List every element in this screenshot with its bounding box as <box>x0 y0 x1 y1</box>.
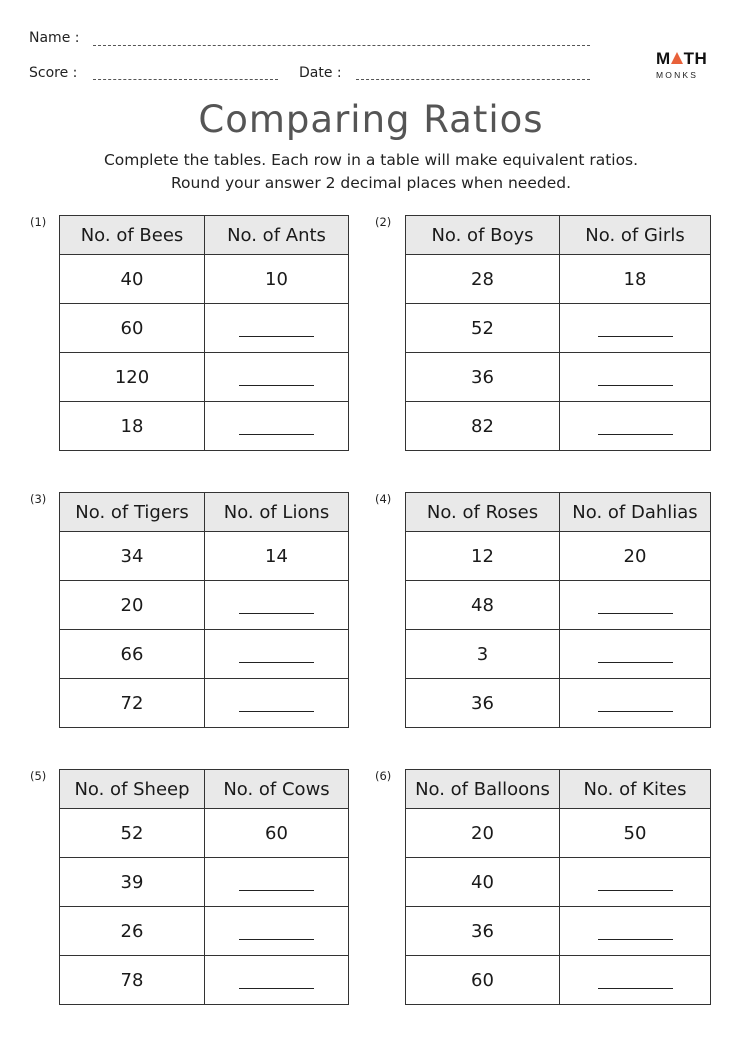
answer-cell[interactable] <box>560 304 711 353</box>
problem-number: (1) <box>30 215 47 229</box>
table-row <box>60 630 349 679</box>
table-row <box>406 353 711 402</box>
table-row <box>60 907 349 956</box>
answer-cell[interactable] <box>205 907 349 956</box>
answer-cell[interactable] <box>560 353 711 402</box>
problem-number: (2) <box>375 215 392 229</box>
answer-cell[interactable] <box>205 581 349 630</box>
column-header: No. of Roses <box>406 493 560 532</box>
value-cell: 50 <box>560 809 711 858</box>
logo-th: TH <box>683 49 708 68</box>
value-cell: 36 <box>406 353 560 402</box>
value-cell: 36 <box>406 907 560 956</box>
table-row <box>60 353 349 402</box>
column-header: No. of Bees <box>60 216 205 255</box>
logo-subtitle: MONKS <box>656 70 699 80</box>
column-header: No. of Lions <box>205 493 349 532</box>
answer-cell[interactable] <box>205 353 349 402</box>
value-cell: 60 <box>205 809 349 858</box>
column-header: No. of Girls <box>560 216 711 255</box>
ratio-table-2 <box>405 215 711 451</box>
answer-cell[interactable] <box>205 956 349 1005</box>
value-cell: 39 <box>60 858 205 907</box>
value-cell: 18 <box>560 255 711 304</box>
value-cell: 72 <box>60 679 205 728</box>
answer-blank[interactable] <box>598 890 673 891</box>
answer-cell[interactable] <box>560 679 711 728</box>
table-row <box>60 304 349 353</box>
problem-number: (4) <box>375 492 392 506</box>
answer-blank[interactable] <box>598 939 673 940</box>
column-header: No. of Kites <box>560 770 711 809</box>
problem-number: (6) <box>375 769 392 783</box>
value-cell: 20 <box>560 532 711 581</box>
ratio-table-3 <box>59 492 349 728</box>
answer-blank[interactable] <box>239 385 314 386</box>
table-row <box>60 581 349 630</box>
score-label: Score : <box>29 65 78 81</box>
answer-blank[interactable] <box>239 939 314 940</box>
answer-cell[interactable] <box>205 630 349 679</box>
value-cell: 26 <box>60 907 205 956</box>
answer-cell[interactable] <box>560 956 711 1005</box>
instruction-line-2: Round your answer 2 decimal places when needed. <box>170 174 571 192</box>
value-cell: 60 <box>406 956 560 1005</box>
column-header: No. of Balloons <box>406 770 560 809</box>
name-label: Name : <box>29 30 80 46</box>
column-header: No. of Dahlias <box>560 493 711 532</box>
answer-blank[interactable] <box>598 613 673 614</box>
problem-number: (5) <box>30 769 47 783</box>
answer-blank[interactable] <box>239 434 314 435</box>
answer-cell[interactable] <box>560 858 711 907</box>
ratio-table-1 <box>59 215 349 451</box>
value-cell: 52 <box>406 304 560 353</box>
value-cell: 82 <box>406 402 560 451</box>
value-cell: 40 <box>406 858 560 907</box>
table-row <box>406 402 711 451</box>
table-row <box>60 532 349 581</box>
answer-cell[interactable] <box>205 304 349 353</box>
answer-blank[interactable] <box>598 988 673 989</box>
value-cell: 10 <box>205 255 349 304</box>
value-cell: 28 <box>406 255 560 304</box>
table-row <box>60 809 349 858</box>
answer-blank[interactable] <box>598 385 673 386</box>
answer-blank[interactable] <box>239 336 314 337</box>
answer-blank[interactable] <box>598 711 673 712</box>
table-row <box>60 679 349 728</box>
table-row <box>406 255 711 304</box>
table-row <box>60 858 349 907</box>
value-cell: 18 <box>60 402 205 451</box>
problem-number: (3) <box>30 492 47 506</box>
answer-cell[interactable] <box>205 858 349 907</box>
value-cell: 40 <box>60 255 205 304</box>
table-row <box>406 809 711 858</box>
table-row <box>406 907 711 956</box>
value-cell: 20 <box>60 581 205 630</box>
table-row <box>406 679 711 728</box>
answer-cell[interactable] <box>560 907 711 956</box>
column-header: No. of Ants <box>205 216 349 255</box>
table-row <box>60 956 349 1005</box>
answer-cell[interactable] <box>560 402 711 451</box>
answer-cell[interactable] <box>205 679 349 728</box>
ratio-table-6 <box>405 769 711 1005</box>
logo-m: M <box>656 49 671 68</box>
ratio-table-5 <box>59 769 349 1005</box>
answer-blank[interactable] <box>239 711 314 712</box>
answer-cell[interactable] <box>205 402 349 451</box>
table-row <box>60 402 349 451</box>
date-field[interactable] <box>356 79 590 80</box>
value-cell: 20 <box>406 809 560 858</box>
column-header: No. of Cows <box>205 770 349 809</box>
math-monks-logo <box>656 50 716 80</box>
answer-blank[interactable] <box>239 988 314 989</box>
page-title: Comparing Ratios <box>198 98 544 141</box>
value-cell: 120 <box>60 353 205 402</box>
value-cell: 14 <box>205 532 349 581</box>
logo-triangle-icon <box>671 52 683 64</box>
instruction-line-1: Complete the tables. Each row in a table will make equivalent ratios. <box>103 151 639 169</box>
value-cell: 36 <box>406 679 560 728</box>
answer-blank[interactable] <box>239 662 314 663</box>
score-field[interactable] <box>93 79 278 80</box>
value-cell: 12 <box>406 532 560 581</box>
table-row <box>60 255 349 304</box>
answer-blank[interactable] <box>239 613 314 614</box>
table-row <box>406 630 711 679</box>
value-cell: 48 <box>406 581 560 630</box>
value-cell: 3 <box>406 630 560 679</box>
table-row <box>406 581 711 630</box>
value-cell: 66 <box>60 630 205 679</box>
table-row <box>406 858 711 907</box>
answer-blank[interactable] <box>239 890 314 891</box>
value-cell: 78 <box>60 956 205 1005</box>
answer-cell[interactable] <box>560 630 711 679</box>
value-cell: 60 <box>60 304 205 353</box>
table-row <box>406 532 711 581</box>
answer-cell[interactable] <box>560 581 711 630</box>
table-row <box>406 304 711 353</box>
column-header: No. of Sheep <box>60 770 205 809</box>
column-header: No. of Boys <box>406 216 560 255</box>
date-label: Date : <box>299 65 342 81</box>
name-field[interactable] <box>93 45 590 46</box>
answer-blank[interactable] <box>598 662 673 663</box>
table-row <box>406 956 711 1005</box>
value-cell: 34 <box>60 532 205 581</box>
answer-blank[interactable] <box>598 434 673 435</box>
value-cell: 52 <box>60 809 205 858</box>
column-header: No. of Tigers <box>60 493 205 532</box>
ratio-table-4 <box>405 492 711 728</box>
answer-blank[interactable] <box>598 336 673 337</box>
